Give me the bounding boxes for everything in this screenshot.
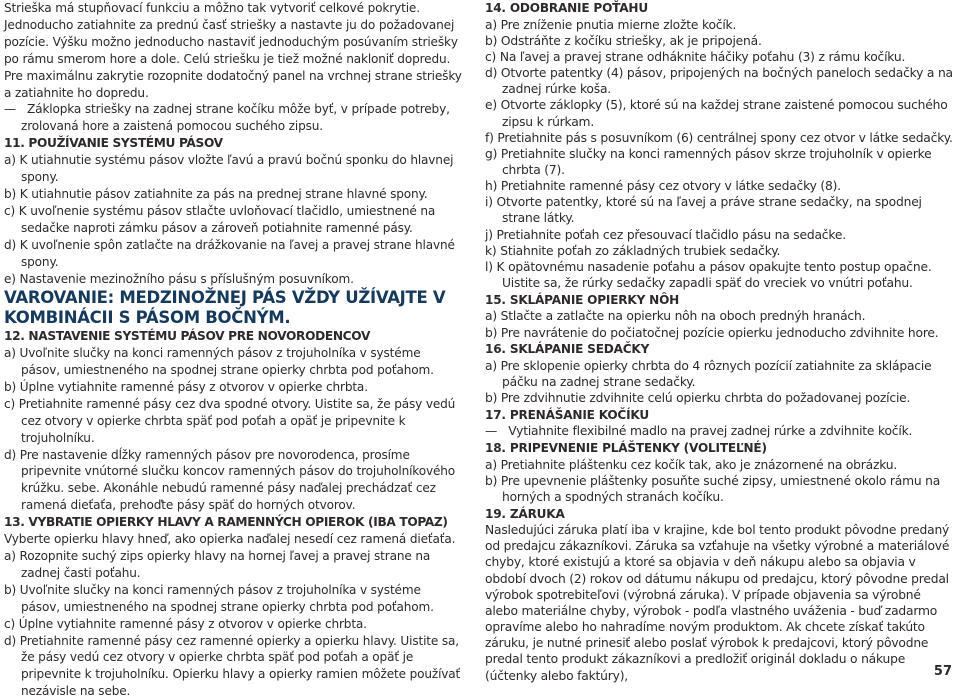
section-14-title: 14. ODOBRANIE POŤAHU [485, 1, 648, 15]
warning-crotch-strap: VAROVANIE: MEDZINOŽNEJ PÁS VŽDY UŽÍVAJTE V KOMBINÁCII S PÁSOM BOČNÝM. [4, 288, 446, 327]
section-11-item-a: a) K utiahnutie systému pásov vložte ľavú a pravú bočnú sponku do hlavnej spony. [4, 153, 454, 185]
section-19-warranty-text: Nasledujúci záruka platí iba v krajine, kde bol tento produkt pôvodne predaný od predajcu zákazníkovi. Záruka sa vzťahuje na všetky výrobné a materiálové chyby, ktoré existujú a ktoré sa objavia v deň nákupu alebo sa objavia v období dvoch (2) rokov od dátumu nákupu od predajcu, ktorý pôvodne predal výrobok spotrebiteľovi (výrobná záruka). V prípade objavenia sa výrobné alebo materiálne chyby, výrobok - podľa vlastného uváženia - buď zadarmo opravíme alebo ho nahradíme novým produktom. Ak chcete získať takúto záruku, je nutné prinesiť alebo poslať výrobok k predajcovi, ktorý pôvodne predal tento produkt zákazníkovi a predložiť originál dokladu o nákupe (účtenky alebo faktúry), [485, 523, 950, 683]
canopy-paragraph-2: Jednoducho zatiahnite za prednú časť striešky a nastavte ju do požadovanej pozície. Výšku možno jednoducho nastaviť jednoduchým posúvaním strieškу po rámu smerom hore a dole. Celú striešku je tiež možné nakloniť dopredu. Pre maximálnu zakrytie rozopnite dodatočný panel na vrchnej strane striešky a zatiahnite ho dopredu. [4, 17, 462, 100]
section-18-title: 18. PRIPEVNENIE PLÁŠTENKY (VOLITEĽNÉ) [485, 440, 767, 455]
section-12-title: 12. NASTAVENIE SYSTÉMU PÁSOV PRE NOVORODENCOV [4, 329, 371, 344]
section-14-item-k: k) Stiahnite poťah zo základných trubiek sedačky. [485, 243, 781, 258]
canopy-flap-item [4, 101, 462, 135]
section-11-item-c: c) K uvoľnenie systému pásov stlačte uvloňovací tlačidlo, umiestnené na sedačke naproti zámku pásov a zároveň potiahnite ramenné pásy. [4, 203, 436, 235]
canopy-flap-text: Záklopka strieškу na zadnej strane kočíku môže byť, v prípade potreby, zrolovaná hore a zaistená pomocou suchého zipsu. [21, 102, 450, 134]
section-13-item-b: b) Uvoľnite slučky na konci ramenných pásov z trojuholníka v systéme pásov, umiestneného na spodnej strane opierky chrbta pod poťahom. [4, 582, 434, 614]
section-14-item-h: h) Pretiahnite ramenné pásy cez otvory v látke sedačky (8). [485, 179, 841, 194]
section-13-item-a: a) Rozopnite suchý zips opierky hlavy na hornej ľavej a pravej strane na zadnej časti poťahu. [4, 549, 431, 580]
section-14-item-l: l) K opätovnému nasadenie poťahu a pásov opakujte tento postup opačne. Uistite sa, že rúrky sedačky zapadli späť do vreciek vo vnútri poťahu. [485, 259, 932, 291]
section-18-item-b: b) Pre upevnenie pláštenky posuňte suché zipsy, umiestnené okolo rámu na horných a spodných stranách kočíku. [485, 473, 941, 504]
dash-bullet: — [485, 424, 498, 439]
section-12-item-a: a) Uvoľnite slučky na konci ramenných pásov z trojuholníka v systéme pásov, umiestneného na spodnej strane opierky chrbta pod poťahom. [4, 346, 434, 378]
canopy-paragraph-1: Strieška má stupňovací funkciu a môžno tak vytvoriť celkové pokrytie. [4, 1, 420, 15]
section-14-item-j: j) Pretiahnite poťah cez přesouvací tlačidlo pásu na sedačke. [485, 227, 846, 242]
section-11-item-b: b) K utiahnutie pásov zatiahnite za pás na prednej strane hlavné spony. [4, 186, 428, 201]
section-12-item-c: c) Pretiahnite ramenné pásy cez dva spodné otvory. Uistite sa, že pásy vedú cez otvory v opierke chrbta späť pod poťah a opäť je pripevnite k trojuholníku. [4, 396, 456, 445]
section-14-item-b: b) Odstráňte z kočíku strieškу, ak je pripojená. [485, 33, 762, 48]
section-16-item-a: a) Pre sklopenie opierky chrbta do 4 rôznych pozícií zatiahnite za sklápacie páčku na zadnej strane sedačky. [485, 358, 932, 389]
section-13-item-d: d) Pretiahnite ramenné pásy cez ramenné opierky a opierku hlavy. Uistite sa, že pásy vedú cez otvory v opierke chrbta späť pod poťah a opäť je pripevnite k trojuholníku. Opierku hlavy a opierky ramien môžete používať nezávisle na sebe. [4, 633, 461, 699]
section-18-item-a: a) Pretiahnite pláštenku cez kočík tak, ako je znázornené na obrázku. [485, 457, 898, 472]
page-number: 57 [933, 664, 952, 679]
section-19-title: 19. ZÁRUKA [485, 506, 565, 521]
section-11-item-d: d) K uvoľnenie spôn zatlačte na drážkovanie na ľavej a pravej strane hlavné spony. [4, 237, 455, 269]
section-14-item-c: c) Na ľavej a pravej strane odháknite háčiky poťahu (3) z rámu kočíku. [485, 49, 906, 64]
left-column [4, 0, 462, 700]
section-13-item-c: c) Úplne vytiahnite ramenné pásy z otvorov v opierke chrbta. [4, 616, 367, 631]
section-15-item-b: b) Pre navrátenie do počiatočnej pozície opierku jednoducho zdvihnite hore. [485, 325, 939, 340]
section-13-title: 13. VYBRATIE OPIERKY HLAVY A RAMENNÝCH OPIEROK (IBA TOPAZ) [4, 515, 448, 530]
section-14-item-a: a) Pre zníženie pnutia mierne zložte kočík. [485, 17, 737, 32]
section-15-item-a: a) Stlačte a zatlačte na opierku nôh na oboch prednýh hranách. [485, 309, 866, 324]
section-12-item-d: d) Pre nastavenie dĺžky ramenných pásov pre novorodenca, prosíme pripevnite vnútorné slučku koncov ramenných pásov do trojuholníkového krúžku. sebe. Akonáhle nebudú ramenné pásy naďalej prechádzať cez ramená dieťaťa, prehoďte pásy späť do horných otvorov. [4, 447, 456, 513]
section-14-item-f: f) Pretiahnite pás s posuvníkom (6) centrálnej spony cez otvor v látke sedačky. [485, 130, 953, 145]
section-16-title: 16. SKLÁPANIE SEDAČKY [485, 342, 650, 357]
section-11-item-e: e) Nastavenie mezinožního pásu s příslušným posuvníkom. [4, 271, 354, 286]
right-column [485, 0, 955, 684]
section-14-item-d: d) Otvorte patentky (4) pásov, pripojených na bočných paneloch sedačky a na zadnej rúrke koša. [485, 66, 953, 97]
section-14-item-e: e) Otvorte záklopky (5), ktoré sú na každej strane zaistené pomocou suchého zipsu k rúrkam. [485, 98, 948, 129]
section-12-item-b: b) Úplne vytiahnite ramenné pásy z otvorov v opierke chrbta. [4, 379, 368, 394]
section-17-item [485, 423, 955, 439]
dash-bullet: — [4, 102, 16, 117]
section-13-intro: Vyberte opierku hlavy hneď, ako opierka naďalej nesedí cez ramená dieťaťa. [4, 532, 456, 547]
section-17-text: Vytiahnite flexibilné madlo na pravej zadnej rúrke a zdvihnite kočík. [508, 424, 913, 439]
section-11-title: 11. POUŽÍVANIE SYSTÉMU PÁSOV [4, 136, 223, 151]
section-16-item-b: b) Pre zdvihnutie zdvihnite celú opierku chrbta do požadovanej pozície. [485, 391, 911, 406]
section-17-title: 17. PRENÁŠANIE KOČÍKU [485, 407, 649, 422]
section-14-item-g: g) Pretiahnite slučky na konci ramenných pásov skrze trojuholník v opierke chrbta (7). [485, 146, 932, 177]
section-14-item-i: i) Otvorte patentky, ktoré sú na ľavej a práve strane sedačky, na spodnej strane látky. [485, 195, 922, 226]
section-15-title: 15. SKLÁPANIE OPIERKY NÔH [485, 292, 680, 307]
